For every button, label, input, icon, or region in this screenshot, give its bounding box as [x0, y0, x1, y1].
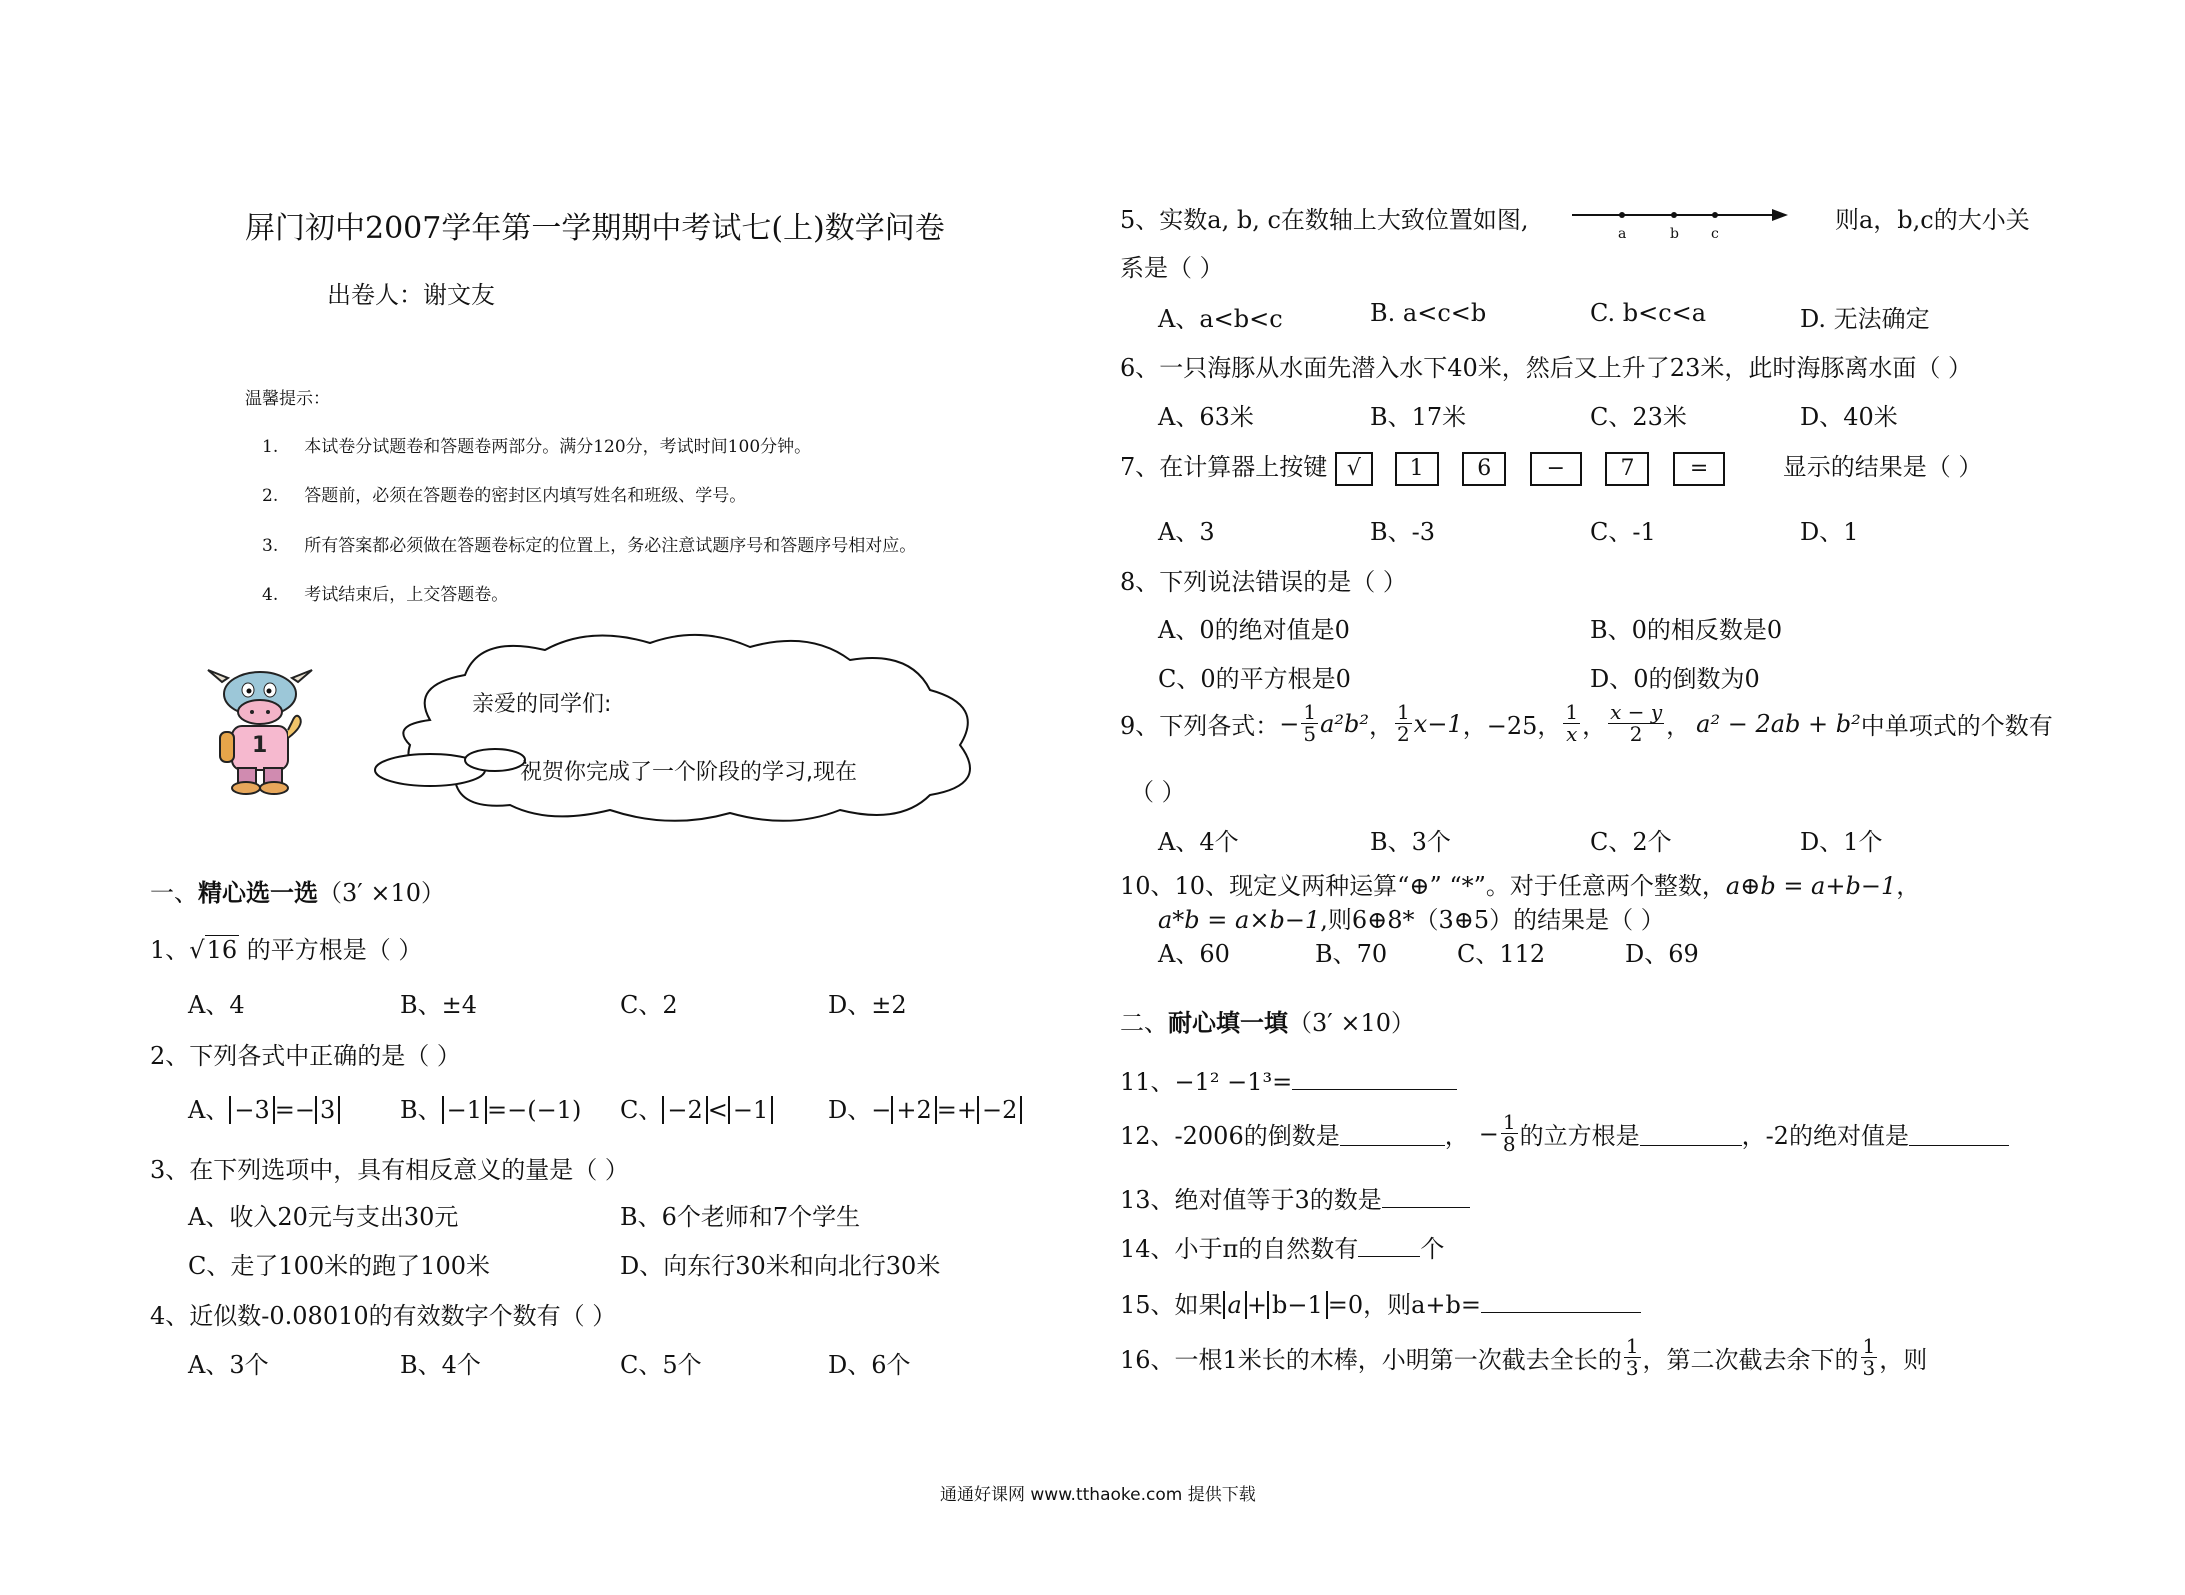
option-q2-d: D、− +2 =+ −2 [828, 1090, 1022, 1125]
answer-blank [1292, 1088, 1457, 1090]
cow-mascot-illustration [200, 660, 320, 795]
option-q3-d: D、向东行30米和向北行30米 [620, 1252, 941, 1280]
tip-item: 3. 所有答案都必须做在答题卷标定的位置上，务必注意试题序号和答题序号相对应。 [262, 536, 917, 556]
section-heading-fill: 二、耐心填一填（3′ ×10） [1120, 1009, 1415, 1037]
speech-cloud [370, 625, 1010, 825]
cloud-text-1: 亲爱的同学们: [472, 692, 612, 717]
number-line-label-c: c [1711, 226, 1719, 242]
option-q2-a: A、 −3 =− 3 [188, 1090, 340, 1125]
option-q10-d: D、69 [1625, 940, 1699, 968]
option-q4-a: A、3个 [188, 1351, 269, 1379]
question-6: 6、一只海豚从水面先潜入水下40米，然后又上升了23米，此时海豚离水面（ ） [1120, 354, 1972, 382]
option-q5-a: A、a<b<c [1158, 305, 1283, 333]
section-heading-choice: 一、精心选一选（3′ ×10） [150, 879, 445, 907]
option-q2-b: B、 −1 =−(−1) [400, 1096, 582, 1124]
option-q8-d: D、0的倒数为0 [1590, 665, 1760, 693]
option-q4-d: D、6个 [828, 1351, 911, 1379]
option-q7-c: C、-1 [1590, 518, 1656, 546]
question-3: 3、在下列选项中，具有相反意义的量是（ ） [150, 1156, 629, 1184]
option-q10-c: C、112 [1457, 940, 1546, 968]
option-q1-a: A、4 [188, 991, 245, 1019]
number-line-label-a: a [1618, 226, 1627, 242]
option-q8-c: C、0的平方根是0 [1158, 665, 1351, 693]
question-1: 1、√16 的平方根是（ ） [150, 936, 423, 964]
option-q1-b: B、±4 [400, 991, 478, 1019]
question-10: 10、10、现定义两种运算“⊕” “*”。对于任意两个整数，a⊕b = a+b−1， [1120, 872, 1921, 900]
tip-item: 1. 本试卷分试题卷和答题卷两部分。满分120分，考试时间100分钟。 [262, 437, 812, 457]
option-q8-a: A、0的绝对值是0 [1158, 616, 1350, 644]
question-16: 16、一根1米长的木棒，小明第一次截去全长的 $\frac{1}{3}$ ，第二次截去余下的 $\frac{1}{3}$ ，则 [1120, 1334, 1928, 1380]
option-q3-b: B、6个老师和7个学生 [620, 1203, 861, 1231]
calc-key-sqrt: √ [1335, 452, 1373, 486]
calc-key-equals: = [1673, 452, 1725, 486]
answer-blank [1481, 1311, 1641, 1313]
calc-key-minus: − [1530, 452, 1582, 486]
question-10-line2: a*b = a×b−1,则6⊕8*（3⊕5）的结果是（ ） [1158, 906, 1665, 934]
question-4: 4、近似数-0.08010的有效数字个数有（ ） [150, 1302, 617, 1330]
option-q6-a: A、63米 [1158, 403, 1254, 431]
answer-blank [1340, 1144, 1445, 1146]
option-q5-b: B. a<c<b [1370, 299, 1487, 327]
answer-blank [1382, 1206, 1470, 1208]
option-q2-c: C、 −2 < −1 [620, 1090, 773, 1125]
page-title: 屏门初中2007学年第一学期期中考试七(上)数学问卷 [245, 211, 945, 246]
calc-key-7: 7 [1605, 452, 1649, 486]
question-13: 13、绝对值等于3的数是 [1120, 1180, 1470, 1215]
tip-item: 4. 考试结束后，上交答题卷。 [262, 585, 509, 605]
answer-blank [1640, 1144, 1742, 1146]
cloud-text-2: 祝贺你完成了一个阶段的学习,现在 [520, 760, 857, 785]
question-9-line2: （ ） [1130, 778, 1186, 806]
option-q5-c: C. b<c<a [1590, 299, 1707, 327]
option-q5-d: D. 无法确定 [1800, 305, 1930, 333]
question-9: 9、下列各式： − $\frac{1}{5}$ a²b² ， $\frac{1}{2}$ x−1 ， −25， $\frac{1}{x}$ ， $\frac{x - y}{2}$ ， a² − 2ab + b² 中单项式的个数有 [1120, 700, 2053, 746]
question-5: 5、实数a, b, c在数轴上大致位置如图, [1120, 206, 1529, 234]
option-q6-d: D、40米 [1800, 403, 1898, 431]
question-2: 2、下列各式中正确的是（ ） [150, 1042, 461, 1070]
option-q9-b: B、3个 [1370, 828, 1451, 856]
option-q7-a: A、3 [1158, 518, 1215, 546]
option-q10-b: B、70 [1315, 940, 1388, 968]
question-12: 12、-2006的倒数是 ， − $\frac{1}{8}$ 的立方根是 ，-2的绝对值是 [1120, 1112, 2009, 1155]
option-q9-c: C、2个 [1590, 828, 1672, 856]
option-q4-b: B、4个 [400, 1351, 481, 1379]
option-q9-a: A、4个 [1158, 828, 1239, 856]
option-q7-b: B、-3 [1370, 518, 1436, 546]
answer-blank [1358, 1255, 1420, 1257]
option-q6-b: B、17米 [1370, 403, 1467, 431]
question-14: 14、小于π的自然数有 个 [1120, 1235, 1445, 1263]
tip-item: 2. 答题前，必须在答题卷的密封区内填写姓名和班级、学号。 [262, 486, 747, 506]
option-q6-c: C、23米 [1590, 403, 1687, 431]
question-8: 8、下列说法错误的是（ ） [1120, 568, 1407, 596]
option-q3-a: A、收入20元与支出30元 [188, 1203, 459, 1231]
question-7: 7、在计算器上按键 √ 1 6 − 7 = 显示的结果是（ ） [1120, 447, 1982, 486]
question-5-line2: 系是（ ） [1120, 254, 1224, 282]
number-line [1572, 204, 1792, 244]
question-15: 15、如果 a + b−1 =0，则a+b= [1120, 1285, 1641, 1320]
option-q7-d: D、1 [1800, 518, 1859, 546]
calc-key-1: 1 [1395, 452, 1439, 486]
number-line-label-b: b [1670, 226, 1679, 242]
mascot-badge: 1 [252, 733, 268, 758]
question-5-tail: 则a，b,c的大小关 [1835, 206, 2030, 234]
author: 出卷人：谢文友 [327, 281, 495, 309]
option-q1-d: D、±2 [828, 991, 907, 1019]
tips-title: 温馨提示： [245, 389, 330, 409]
option-q4-c: C、5个 [620, 1351, 702, 1379]
calc-key-6: 6 [1462, 452, 1506, 486]
option-q10-a: A、60 [1158, 940, 1230, 968]
answer-blank [1909, 1144, 2009, 1146]
option-q9-d: D、1个 [1800, 828, 1883, 856]
question-11: 11、−1² −1³= [1120, 1062, 1457, 1097]
option-q1-c: C、2 [620, 991, 678, 1019]
option-q3-c: C、走了100米的跑了100米 [188, 1252, 490, 1280]
option-q8-b: B、0的相反数是0 [1590, 616, 1783, 644]
page-footer: 通通好课网 www.tthaoke.com 提供下载 [940, 1485, 1256, 1505]
